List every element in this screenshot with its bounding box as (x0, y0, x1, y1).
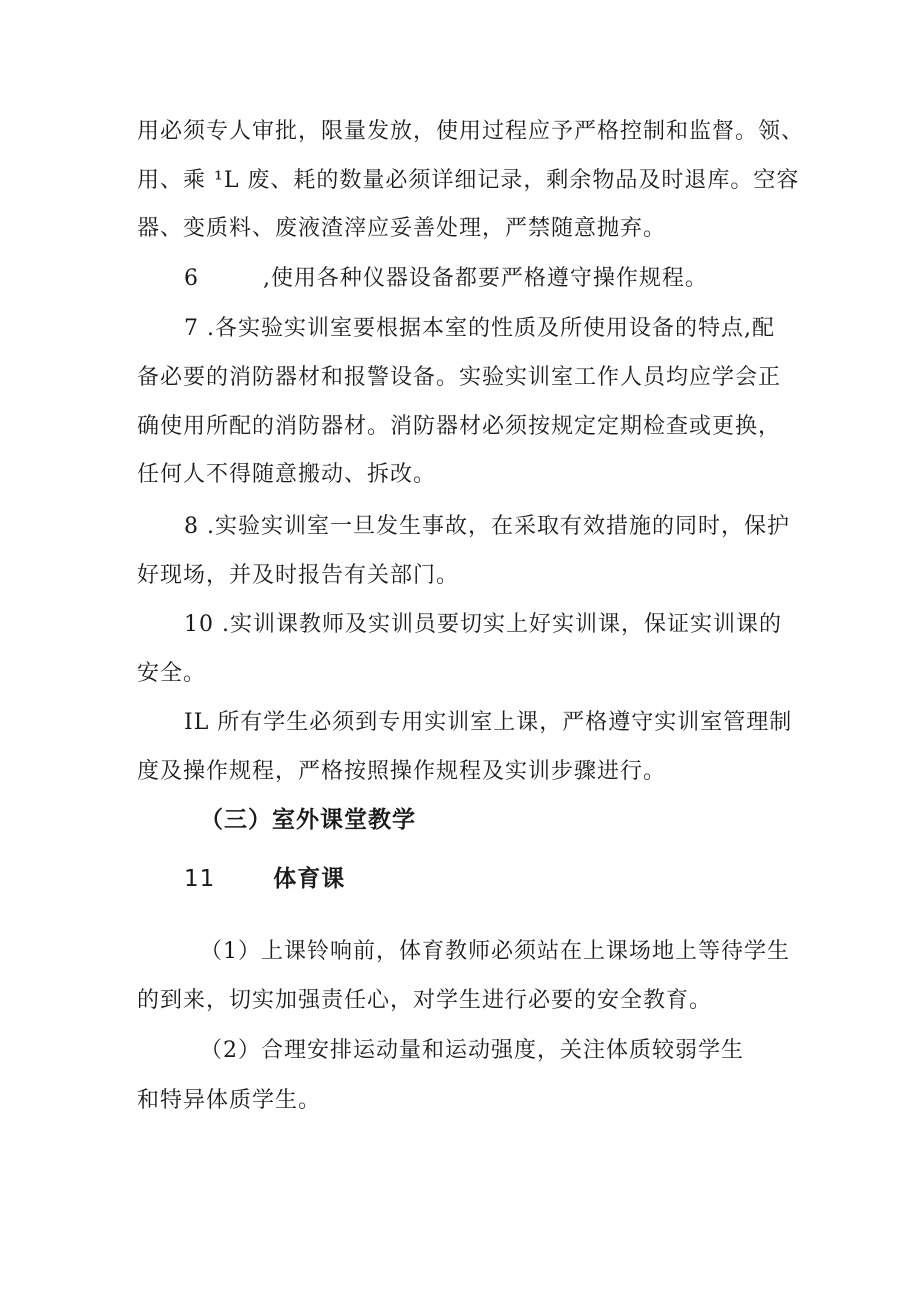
pe-item-1-line-1: （1）上课铃响前，体育教师必须站在上课场地上等待学生 (200, 939, 790, 964)
paragraph-line-3: 器、变质料、废液渣滓应妥善处理，严禁随意抛弃。 (137, 216, 667, 241)
rule-8-line-1: 8 .实验实训室一旦发生事故，在采取有效措施的同时，保护 (184, 514, 790, 539)
rule-10-line-2: 安全。 (137, 661, 207, 686)
subsection-title: 体育课 (273, 866, 346, 892)
pe-item-2-line-2: 和特异体质学生。 (137, 1088, 322, 1113)
pe-item-1-line-2: 的到来，切实加强责任心，对学生进行必要的安全教育。 (137, 988, 713, 1013)
rule-10-line-1: 10 .实训课教师及实训员要切实上好实训课，保证实训课的 (184, 612, 782, 637)
rule-7-line-1: 7 .各实验实训室要根据本室的性质及所使用设备的特点,配 (184, 316, 775, 341)
pe-item-2-line-1: （2）合理安排运动量和运动强度，关注体质较弱学生 (200, 1038, 744, 1063)
section-heading: （三）室外课堂教学 (200, 807, 416, 833)
rule-8-line-2: 好现场，并及时报告有关部门。 (137, 563, 460, 588)
rule-7-line-3: 确使用所配的消防器材。消防器材必须按规定定期检查或更换， (137, 414, 782, 439)
rule-7-line-2: 备必要的消防器材和报警设备。实验实训室工作人员均应学会正 (137, 365, 782, 390)
rule-11-line-2: 度及操作规程，严格按照操作规程及实训步骤进行。 (137, 759, 667, 784)
paragraph-line-2: 用、乘 ¹L 废、耗的数量必须详细记录，剩余物品及时退库。空容 (137, 168, 800, 193)
rule-11-line-1: IL 所有学生必须到专用实训室上课，严格遵守实训室管理制 (184, 710, 793, 735)
subsection-heading (184, 864, 345, 894)
rule-7-line-4: 任何人不得随意搬动、拆改。 (137, 462, 437, 487)
rule-6-line: 6 ,使用各种仪器设备都要严格遵守操作规程。 (184, 266, 708, 291)
subsection-number: 11 (184, 866, 216, 892)
paragraph-line-1: 用必须专人审批，限量发放，使用过程应予严格控制和监督。领、 (137, 119, 805, 144)
